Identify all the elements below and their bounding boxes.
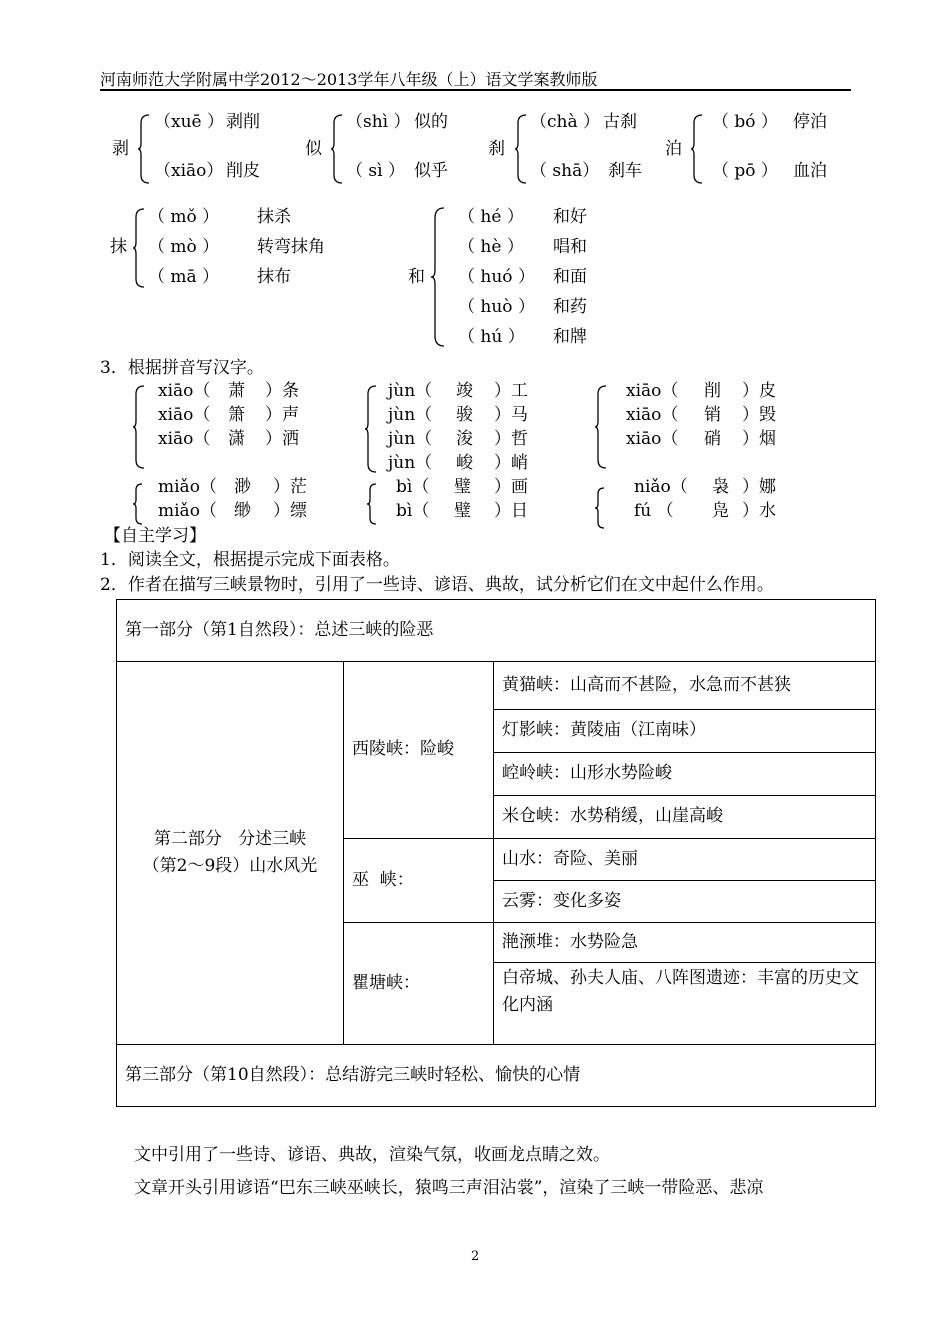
word-tail: ）水: [742, 501, 776, 521]
part2-line1: 第二部分 分述三峡: [153, 828, 307, 849]
word: 停泊: [793, 112, 827, 132]
word-tail: ）毁: [742, 405, 776, 425]
word: 和好: [553, 207, 587, 227]
answer-char: 硝: [704, 429, 721, 449]
question-1: 1．阅读全文，根据提示完成下面表格。: [100, 550, 400, 570]
brace-icon: [430, 206, 446, 348]
shanshui-cell: 山水：奇险、美丽: [494, 839, 876, 881]
header-rule: [100, 89, 851, 91]
pinyin: （ mǒ ）: [148, 207, 220, 227]
yanyu-cell: 滟滪堆：水势险急: [494, 923, 876, 963]
polyphone-char-si: 似: [305, 139, 322, 159]
part2-cell: [117, 662, 344, 1045]
answer-char: 箫: [228, 405, 245, 425]
word: 和面: [553, 267, 587, 287]
answer-char: 袅: [712, 477, 729, 497]
word: 和药: [553, 297, 587, 317]
brace-icon: [330, 113, 344, 185]
brace-icon: [514, 113, 528, 185]
word: 转弯抹角: [257, 237, 325, 257]
pinyin: xiāo（: [626, 405, 679, 425]
answer-char: 凫: [712, 501, 729, 521]
part1-cell: 第一部分（第1自然段）：总述三峡的险恶: [117, 600, 876, 662]
word: 似的: [414, 112, 448, 132]
word: 剥削: [226, 112, 260, 132]
answer-char: 浚: [456, 429, 473, 449]
word-tail: ）声: [265, 405, 299, 425]
polyphone-char-bo: 剥: [112, 139, 129, 159]
answer-char: 璧: [454, 477, 471, 497]
word: 刹车: [608, 161, 642, 181]
pinyin: niǎo（: [634, 477, 688, 497]
pinyin: miǎo（: [158, 477, 217, 497]
pinyin: xiāo（: [626, 381, 679, 401]
pinyin: （ hú ）: [458, 327, 525, 347]
word-tail: ）日: [494, 501, 528, 521]
answer-char: 削: [704, 381, 721, 401]
word-tail: ）哲: [494, 429, 528, 449]
part2-line2: （第2～9段）山水风光: [142, 856, 318, 876]
word-tail: ）峭: [494, 453, 528, 473]
brace-icon: [594, 486, 606, 530]
brace-icon: [132, 207, 146, 289]
structure-table: [116, 599, 876, 1107]
xiling-cell: 西陵峡：险峻: [344, 662, 494, 839]
pinyin: （shì ）: [346, 112, 411, 132]
pinyin: （ sì ）: [346, 161, 405, 181]
answer-char: 缈: [234, 501, 251, 521]
pinyin: （xuē ）: [154, 112, 225, 132]
brace-icon: [137, 113, 151, 185]
micang-cell: 米仓峡：水势稍缓，山崖高峻: [494, 796, 876, 839]
word: 削皮: [226, 161, 260, 181]
pinyin: xiāo（: [158, 381, 211, 401]
pinyin: jùn（: [388, 453, 433, 473]
section-heading: 【自主学习】: [104, 526, 206, 546]
pinyin: xiāo（: [158, 405, 211, 425]
word-tail: ）烟: [742, 429, 776, 449]
answer-char: 潇: [228, 429, 245, 449]
answer-char: 璧: [454, 501, 471, 521]
word-tail: ）缥: [273, 501, 307, 521]
word-tail: ）画: [494, 477, 528, 497]
word-tail: ）茫: [273, 477, 307, 497]
word-tail: ）皮: [742, 381, 776, 401]
pinyin: （ huó ）: [458, 267, 535, 287]
pinyin: bì（: [396, 501, 430, 521]
polyphone-char-po: 泊: [665, 139, 682, 159]
brace-icon: [132, 384, 146, 470]
pinyin: （ mā ）: [148, 267, 220, 287]
wu-cell: 巫 峡：: [344, 839, 494, 923]
answer-char: 骏: [456, 405, 473, 425]
answer-char: 竣: [456, 381, 473, 401]
pinyin: xiāo（: [158, 429, 211, 449]
word: 抹布: [257, 267, 291, 287]
qutang-cell: 瞿塘峡：: [344, 923, 494, 1045]
word-tail: ）洒: [265, 429, 299, 449]
brace-icon: [366, 482, 378, 526]
page-number: 2: [471, 1249, 480, 1264]
pinyin: （chà ）: [530, 112, 601, 132]
word: 和牌: [553, 327, 587, 347]
baidi-cell: 白帝城、孙夫人庙、八阵图遗迹：丰富的历史文化内涵: [494, 963, 876, 1045]
pinyin: fú （: [634, 501, 674, 521]
pinyin: jùn（: [388, 405, 433, 425]
pinyin: xiāo（: [626, 429, 679, 449]
pinyin: （ pō ）: [712, 161, 778, 181]
pinyin: （ hè ）: [458, 237, 524, 257]
pinyin: （ hé ）: [458, 207, 524, 227]
pinyin: miǎo（: [158, 501, 217, 521]
word: 似乎: [414, 161, 448, 181]
brace-icon: [594, 384, 608, 470]
word: 唱和: [553, 237, 587, 257]
polyphone-char-cha: 刹: [488, 139, 505, 159]
yunwu-cell: 云雾：变化多姿: [494, 881, 876, 923]
pinyin: （ shā）: [530, 161, 600, 181]
answer-char: 峻: [456, 453, 473, 473]
brace-icon: [690, 113, 704, 185]
pinyin: （ huò ）: [458, 297, 535, 317]
pinyin: bì（: [396, 477, 430, 497]
brace-icon: [132, 482, 144, 526]
q3-label: 3．根据拼音写汉字。: [100, 358, 264, 378]
word-tail: ）马: [494, 405, 528, 425]
word: 抹杀: [257, 207, 291, 227]
question-2: 2．作者在描写三峡景物时，引用了一些诗、谚语、典故，试分析它们在文中起什么作用。: [100, 575, 774, 595]
kongling-cell: 崆岭峡：山形水势险峻: [494, 753, 876, 796]
answer-char: 销: [704, 405, 721, 425]
word-tail: ）条: [265, 381, 299, 401]
huangmao-cell: 黄猫峡：山高而不甚险，水急而不甚狭: [494, 662, 876, 710]
brace-icon: [364, 384, 378, 474]
word: 血泊: [793, 161, 827, 181]
dengying-cell: 灯影峡：黄陵庙（江南味）: [494, 710, 876, 753]
pinyin: jùn（: [388, 381, 433, 401]
word-tail: ）工: [494, 381, 528, 401]
pinyin: （ mò ）: [148, 237, 220, 257]
word-tail: ）娜: [742, 477, 776, 497]
polyphone-char-mo: 抹: [110, 237, 127, 257]
answer-char: 渺: [234, 477, 251, 497]
word: 古刹: [603, 112, 637, 132]
pinyin: （xiāo）: [154, 161, 224, 181]
header-title: 河南师范大学附属中学2012～2013学年八年级（上）语文学案教师版: [100, 70, 598, 89]
pinyin: jùn（: [388, 429, 433, 449]
answer-char: 萧: [228, 381, 245, 401]
part3-cell: 第三部分（第10自然段）：总结游完三峡时轻松、愉快的心情: [117, 1045, 876, 1107]
answer-paragraph-2: 文章开头引用谚语“巴东三峡巫峡长，猿鸣三声泪沾裳”，渲染了三峡一带险恶、悲凉: [134, 1178, 764, 1198]
pinyin: （ bó ）: [712, 112, 778, 132]
answer-paragraph-1: 文中引用了一些诗、谚语、典故，渲染气氛，收画龙点睛之效。: [134, 1145, 610, 1165]
polyphone-char-he: 和: [408, 267, 425, 287]
